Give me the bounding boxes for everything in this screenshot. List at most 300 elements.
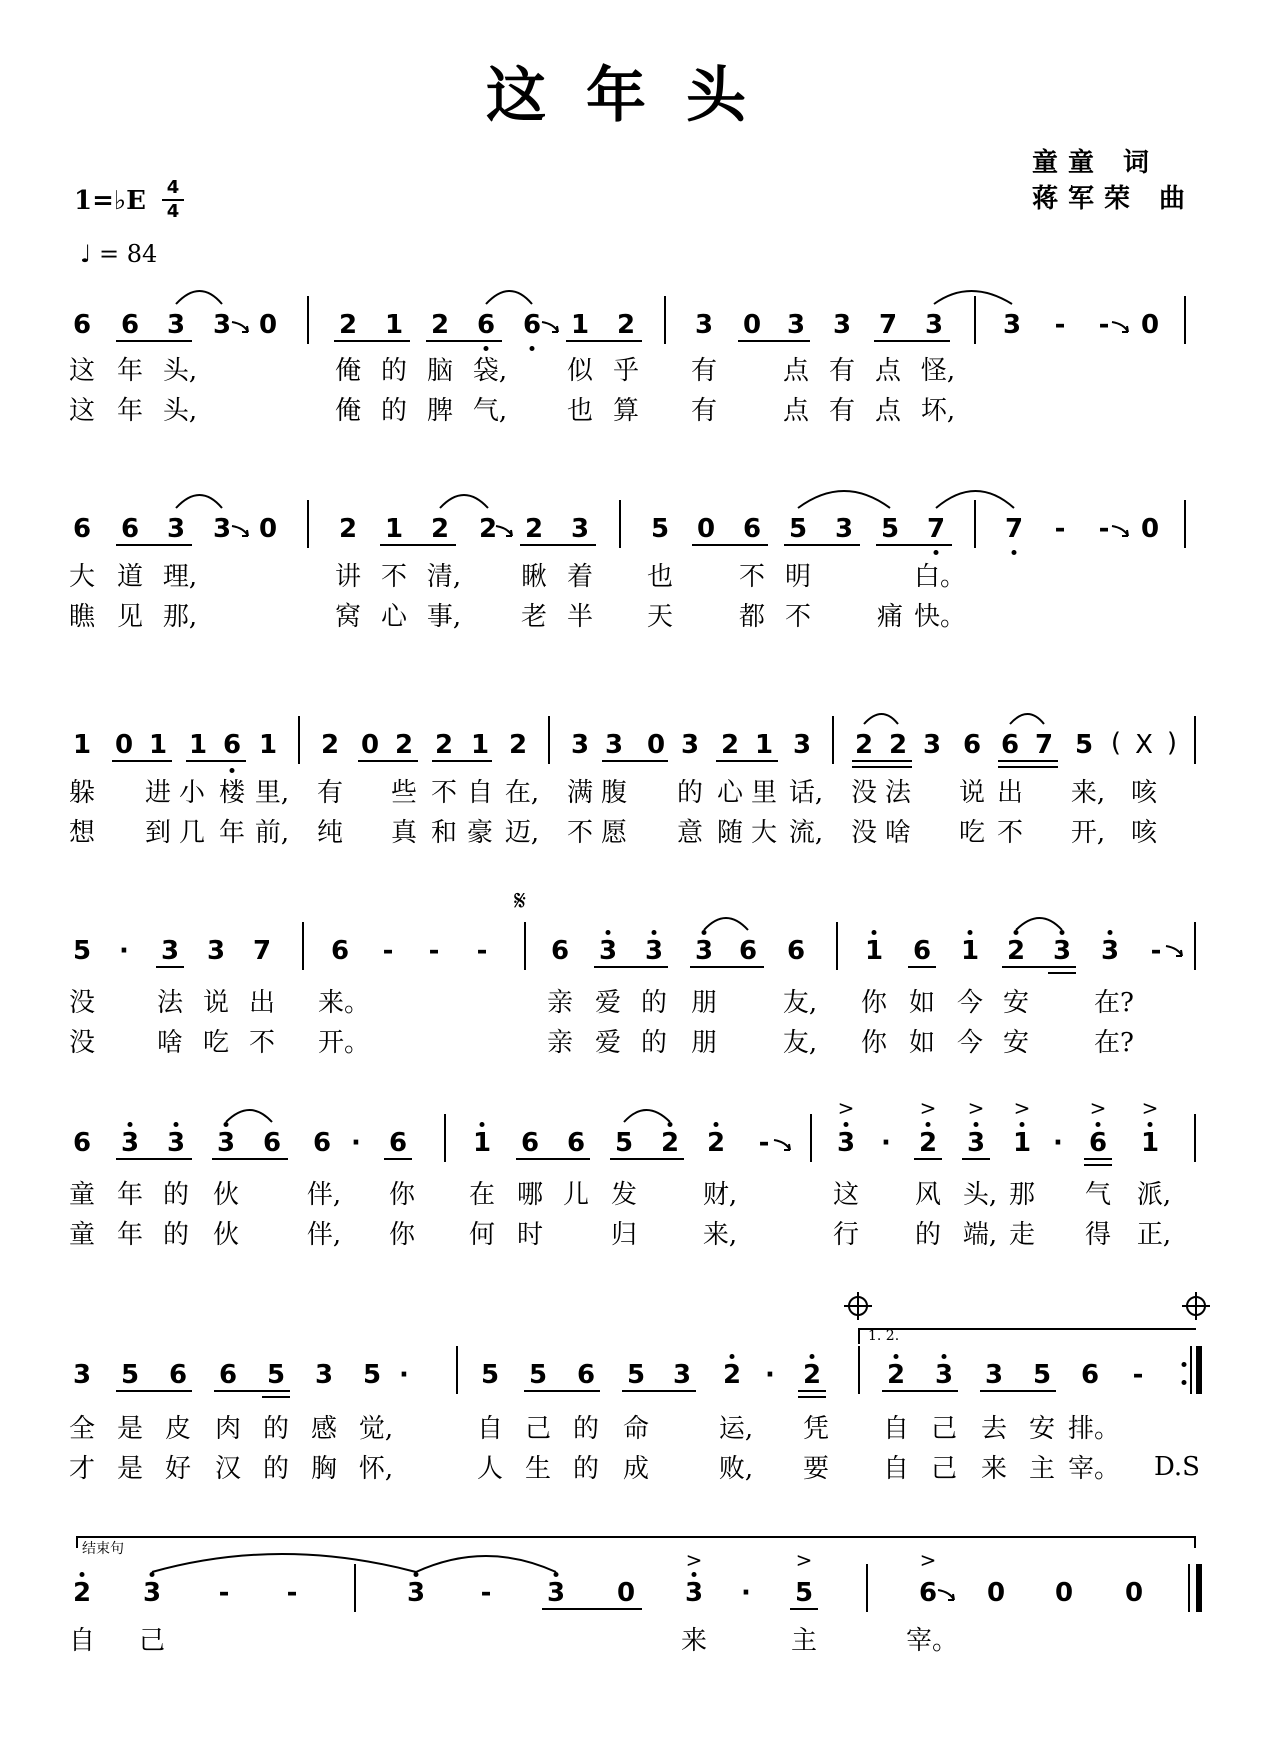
time-numerator: 4 — [166, 177, 180, 198]
note: 0 — [1140, 310, 1160, 340]
note: 6 — [918, 1578, 938, 1608]
lyric: 命 — [622, 1414, 650, 1444]
tie — [486, 291, 532, 304]
barline — [307, 500, 309, 548]
lyric: 大 — [68, 562, 96, 592]
note: 3 — [160, 936, 180, 966]
lyric: 成 — [622, 1454, 650, 1484]
note: 0 — [696, 514, 716, 544]
note: 2 — [338, 514, 358, 544]
octave-dot — [714, 1122, 719, 1127]
lyric: 想 — [68, 818, 96, 848]
lyric: 凭 — [802, 1414, 830, 1444]
note: 6 — [218, 1360, 238, 1390]
note: 3 — [212, 310, 232, 340]
lyric: 窝 — [334, 602, 362, 632]
accent-mark: > — [795, 1548, 813, 1572]
lyric: 天 — [646, 602, 674, 632]
lyric: 来 — [980, 1454, 1008, 1484]
lyric: 端, — [962, 1220, 998, 1250]
lyric: 发 — [610, 1180, 638, 1210]
lyric: 伙 — [212, 1180, 240, 1210]
octave-dot — [480, 1122, 485, 1127]
note: 6 — [330, 936, 350, 966]
slur — [934, 291, 1012, 304]
beam — [358, 760, 418, 762]
note: 3 — [406, 1578, 426, 1608]
lyric: 头, — [162, 356, 198, 386]
lyric: 俺 — [334, 396, 362, 426]
lyric: 正, — [1136, 1220, 1172, 1250]
lyric: 走 — [1008, 1220, 1036, 1250]
lyric: 没 — [850, 778, 878, 808]
lyric: 随 — [716, 818, 744, 848]
note: 6 — [550, 936, 570, 966]
note: 2 — [888, 730, 908, 760]
octave-dot — [1014, 930, 1019, 935]
note: 6 — [120, 310, 140, 340]
barline — [548, 716, 550, 764]
note: 6 — [1088, 1128, 1108, 1158]
lyric: 皮 — [164, 1414, 192, 1444]
beam — [908, 966, 936, 968]
barline — [974, 296, 976, 344]
note: 3 — [570, 730, 590, 760]
note: 1 — [1012, 1128, 1032, 1158]
lyric: 朋 — [690, 1028, 718, 1058]
beam — [566, 340, 642, 342]
lyric: 心 — [716, 778, 744, 808]
beam — [784, 544, 860, 546]
octave-dot — [934, 550, 939, 555]
note: 7 — [926, 514, 946, 544]
lyric: 气 — [1084, 1180, 1112, 1210]
note: 6 — [312, 1128, 332, 1158]
beam — [962, 1158, 990, 1160]
tie — [1010, 714, 1044, 724]
note: 0 — [616, 1578, 636, 1608]
lyric: 啥 — [884, 818, 912, 848]
lyric: 大 — [750, 818, 778, 848]
note: 6 — [962, 730, 982, 760]
lyric: 里, — [254, 778, 290, 808]
slur — [798, 491, 890, 508]
note: 0 — [258, 514, 278, 544]
note: - — [1054, 514, 1066, 544]
dot-extension: · — [1053, 1128, 1063, 1158]
note: 0 — [646, 730, 666, 760]
lyric: 半 — [566, 602, 594, 632]
beam — [876, 544, 952, 546]
lyric: 明 — [784, 562, 812, 592]
note: 3 — [792, 730, 812, 760]
lyric: 头, — [162, 396, 198, 426]
note: 3 — [680, 730, 700, 760]
tie — [440, 495, 488, 508]
note: 3 — [216, 1128, 236, 1158]
barline — [354, 1564, 356, 1612]
note: 2 — [72, 1578, 92, 1608]
note: 5 — [1074, 730, 1094, 760]
note: 1 — [72, 730, 92, 760]
lyric: 这 — [68, 356, 96, 386]
note: 3 — [694, 936, 714, 966]
beam — [594, 966, 668, 968]
lyric: 要 — [802, 1454, 830, 1484]
tie — [152, 1554, 416, 1572]
note: 1 — [258, 730, 278, 760]
lyric: 的 — [262, 1414, 290, 1444]
barline — [1194, 716, 1196, 764]
octave-dot — [926, 1122, 931, 1127]
dash: - — [1150, 936, 1162, 966]
note: 6 — [1000, 730, 1020, 760]
dash: - — [382, 936, 394, 966]
beam — [852, 766, 912, 768]
coda-sign — [848, 1296, 868, 1316]
lyric: 生 — [524, 1454, 552, 1484]
octave-dot — [554, 1572, 559, 1577]
note: 5 — [614, 1128, 634, 1158]
lyric: 吃 — [958, 818, 986, 848]
dal-segno-mark: D.S — [1154, 1452, 1200, 1482]
lyric: 不 — [784, 602, 812, 632]
barline — [444, 1114, 446, 1162]
octave-dot — [652, 930, 657, 935]
note: 2 — [706, 1128, 726, 1158]
barline — [858, 1346, 860, 1394]
octave-dot — [1148, 1122, 1153, 1127]
barline — [524, 922, 526, 970]
lyric: 老 — [520, 602, 548, 632]
lyric: 着 — [566, 562, 594, 592]
lyric: 年 — [116, 356, 144, 386]
breath-mark — [938, 1590, 954, 1600]
dot-extension: · — [399, 1360, 409, 1390]
octave-dot — [174, 1122, 179, 1127]
dot-extension: · — [351, 1128, 361, 1158]
lyric: 说 — [202, 988, 230, 1018]
dot-extension: · — [881, 1128, 891, 1158]
beam — [738, 340, 810, 342]
note: 3 — [166, 310, 186, 340]
lyric: 有 — [316, 778, 344, 808]
lyric: 觉, — [358, 1414, 394, 1444]
barline — [832, 716, 834, 764]
note: 2 — [508, 730, 528, 760]
lyric: 到 — [144, 818, 172, 848]
lyric: 宰。 — [905, 1626, 959, 1656]
note: 3 — [1100, 936, 1120, 966]
volta-label: 1. 2. — [868, 1328, 900, 1344]
beam — [116, 544, 192, 546]
lyric: 何 — [468, 1220, 496, 1250]
beam — [520, 544, 596, 546]
note: 1 — [1140, 1128, 1160, 1158]
note: 1 — [188, 730, 208, 760]
lyric: 在? — [1094, 988, 1134, 1018]
note: 1 — [570, 310, 590, 340]
note: 5 — [120, 1360, 140, 1390]
lyric: 胸 — [310, 1454, 338, 1484]
lyric: 腹 — [600, 778, 628, 808]
lyric: 咳 — [1130, 778, 1158, 808]
note: 3 — [166, 1128, 186, 1158]
lyric: 没 — [68, 988, 96, 1018]
lyric: 风 — [914, 1180, 942, 1210]
lyric: 主 — [1028, 1454, 1056, 1484]
lyric: 得 — [1084, 1220, 1112, 1250]
beam — [384, 1158, 412, 1160]
note: 1 — [472, 1128, 492, 1158]
note: 0 — [114, 730, 134, 760]
lyric: 愿 — [600, 818, 628, 848]
barline — [302, 922, 304, 970]
lyric: 派, — [1136, 1180, 1172, 1210]
note: 7 — [252, 936, 272, 966]
composer-credit: 蒋军荣 曲 — [1032, 184, 1196, 214]
dot-extension: · — [765, 1360, 775, 1390]
lyric: 来 — [680, 1626, 708, 1656]
lyric: 己 — [138, 1626, 166, 1656]
coda-sign — [1186, 1296, 1206, 1316]
beam — [542, 1608, 642, 1610]
lyric: 伴, — [306, 1180, 342, 1210]
accent-mark: > — [967, 1096, 985, 1120]
lyric: 在, — [504, 778, 540, 808]
note: 2 — [720, 730, 740, 760]
note: 3 — [1052, 936, 1072, 966]
octave-dot — [1012, 550, 1017, 555]
lyric: 安 — [1002, 1028, 1030, 1058]
note: 3 — [206, 936, 226, 966]
beam — [426, 340, 502, 342]
octave-dot — [1096, 1122, 1101, 1127]
note: 6 — [72, 1128, 92, 1158]
lyric: 伙 — [212, 1220, 240, 1250]
beam — [334, 340, 410, 342]
lyric: 流, — [788, 818, 824, 848]
beam — [212, 1158, 288, 1160]
lyric: 是 — [116, 1414, 144, 1444]
beam — [690, 966, 764, 968]
note: 3 — [644, 936, 664, 966]
note: 6 — [738, 936, 758, 966]
lyric: 出 — [248, 988, 276, 1018]
lyric: 咳 — [1130, 818, 1158, 848]
barline — [1184, 296, 1186, 344]
note: 2 — [430, 514, 450, 544]
barline — [974, 500, 976, 548]
lyric: 里 — [750, 778, 778, 808]
lyric: 脾 — [426, 396, 454, 426]
note: 2 — [394, 730, 414, 760]
lyric: 亲 — [546, 1028, 574, 1058]
octave-dot — [128, 1122, 133, 1127]
dash: - — [286, 1578, 298, 1608]
lyric: 袋, — [472, 356, 508, 386]
lyric: 不 — [248, 1028, 276, 1058]
note: 1 — [864, 936, 884, 966]
note: 0 — [1054, 1578, 1074, 1608]
beam — [1084, 1164, 1112, 1166]
dash: - — [480, 1578, 492, 1608]
accent-mark: > — [919, 1096, 937, 1120]
note: 6 — [520, 1128, 540, 1158]
tie — [226, 1110, 272, 1122]
note: 0 — [258, 310, 278, 340]
note: 6 — [566, 1128, 586, 1158]
lyric: 满 — [566, 778, 594, 808]
note: 1 — [384, 310, 404, 340]
lyricist-credit: 童童 词 — [1032, 148, 1160, 178]
beam — [882, 1390, 958, 1392]
lyric: 的 — [676, 778, 704, 808]
note: 6 — [786, 936, 806, 966]
barline — [619, 500, 621, 548]
lyric: 自 — [68, 1626, 96, 1656]
lyric: 安 — [1028, 1414, 1056, 1444]
beam — [798, 1396, 826, 1398]
lyric: 坏, — [920, 396, 956, 426]
note: 2 — [524, 514, 544, 544]
beam — [380, 544, 456, 546]
lyric: 在 — [468, 1180, 496, 1210]
note: 1 — [384, 514, 404, 544]
barline — [810, 1114, 812, 1162]
lyric: 行 — [832, 1220, 860, 1250]
note: 3 — [934, 1360, 954, 1390]
note: - — [1098, 310, 1110, 340]
note: 5 — [480, 1360, 500, 1390]
note: 2 — [1006, 936, 1026, 966]
octave-dot — [606, 930, 611, 935]
repeat-end-barline — [1196, 1346, 1202, 1394]
lyric: 小 — [178, 778, 206, 808]
note: 2 — [320, 730, 340, 760]
final-barline — [1196, 1564, 1202, 1612]
lyric: 这 — [68, 396, 96, 426]
note: 6 — [912, 936, 932, 966]
lyric: 不 — [566, 818, 594, 848]
note: 6 — [1080, 1360, 1100, 1390]
lyric: 爱 — [594, 988, 622, 1018]
lyric: 己 — [524, 1414, 552, 1444]
lyric: 点 — [782, 396, 810, 426]
lyric: 啥 — [156, 1028, 184, 1058]
note: 6 — [262, 1128, 282, 1158]
barline — [1194, 1114, 1196, 1162]
note: 5 — [788, 514, 808, 544]
note: - — [1054, 310, 1066, 340]
note: 6 — [168, 1360, 188, 1390]
lyric: 法 — [884, 778, 912, 808]
lyric: 乎 — [612, 356, 640, 386]
lyric: 自 — [466, 778, 494, 808]
beam — [874, 340, 950, 342]
octave-dot — [894, 1354, 899, 1359]
lyric: 归 — [610, 1220, 638, 1250]
repeat-dot — [1182, 1362, 1187, 1367]
accent-mark: > — [837, 1096, 855, 1120]
lyric: 痛 — [876, 602, 904, 632]
octave-dot — [1060, 930, 1065, 935]
lyric: 事, — [426, 602, 462, 632]
lyric: 时 — [516, 1220, 544, 1250]
beam — [1002, 966, 1076, 968]
lyric: 自 — [882, 1454, 910, 1484]
key-signature: 1=♭E — [74, 186, 146, 216]
lyric: 年 — [218, 818, 246, 848]
beam — [214, 1390, 290, 1392]
note: 3 — [1002, 310, 1022, 340]
octave-dot — [1108, 930, 1113, 935]
lyric: 的 — [572, 1414, 600, 1444]
breath-mark — [774, 1140, 790, 1150]
lyric: 开, — [1070, 818, 1106, 848]
paren-close: ) — [1166, 728, 1178, 758]
barline — [866, 1564, 868, 1612]
song-title: 这年头 — [486, 61, 786, 131]
lyric: 童 — [68, 1180, 96, 1210]
octave-dot — [844, 1122, 849, 1127]
barline — [1190, 1346, 1192, 1394]
lyric: 己 — [930, 1454, 958, 1484]
lyric: 真 — [390, 818, 418, 848]
lyric: 前, — [254, 818, 290, 848]
lyric: 不 — [430, 778, 458, 808]
note: 0 — [986, 1578, 1006, 1608]
lyric: 点 — [782, 356, 810, 386]
note: 7 — [1034, 730, 1054, 760]
lyric: 不 — [996, 818, 1024, 848]
lyric: 没 — [850, 818, 878, 848]
lyric: 心 — [380, 602, 408, 632]
lyric: 见 — [116, 602, 144, 632]
accent-mark: > — [1141, 1096, 1159, 1120]
lyric: 年 — [116, 1220, 144, 1250]
lyric: 的 — [640, 988, 668, 1018]
beam — [622, 1390, 696, 1392]
beam — [998, 766, 1058, 768]
note: 3 — [832, 310, 852, 340]
lyric: 有 — [828, 396, 856, 426]
lyric: 进 — [144, 778, 172, 808]
note: 6 — [120, 514, 140, 544]
breath-mark — [232, 526, 248, 536]
note: 5 — [362, 1360, 382, 1390]
breath-mark — [542, 322, 558, 332]
note: 0 — [1124, 1578, 1144, 1608]
breath-mark — [232, 322, 248, 332]
barline — [298, 716, 300, 764]
note: 6 — [742, 514, 762, 544]
lyric: 点 — [874, 396, 902, 426]
lyric: 有 — [690, 356, 718, 386]
volta-bracket — [858, 1328, 1196, 1344]
ending-bracket — [76, 1536, 1196, 1548]
lyric: 朋 — [690, 988, 718, 1018]
beam — [262, 1396, 290, 1398]
lyric: 伴, — [306, 1220, 342, 1250]
dash: - — [218, 1578, 230, 1608]
beam — [980, 1390, 1056, 1392]
lyric: 开。 — [317, 1028, 371, 1058]
lyric: 那, — [162, 602, 198, 632]
barline — [1184, 500, 1186, 548]
lyric: 的 — [162, 1180, 190, 1210]
octave-dot — [974, 1122, 979, 1127]
